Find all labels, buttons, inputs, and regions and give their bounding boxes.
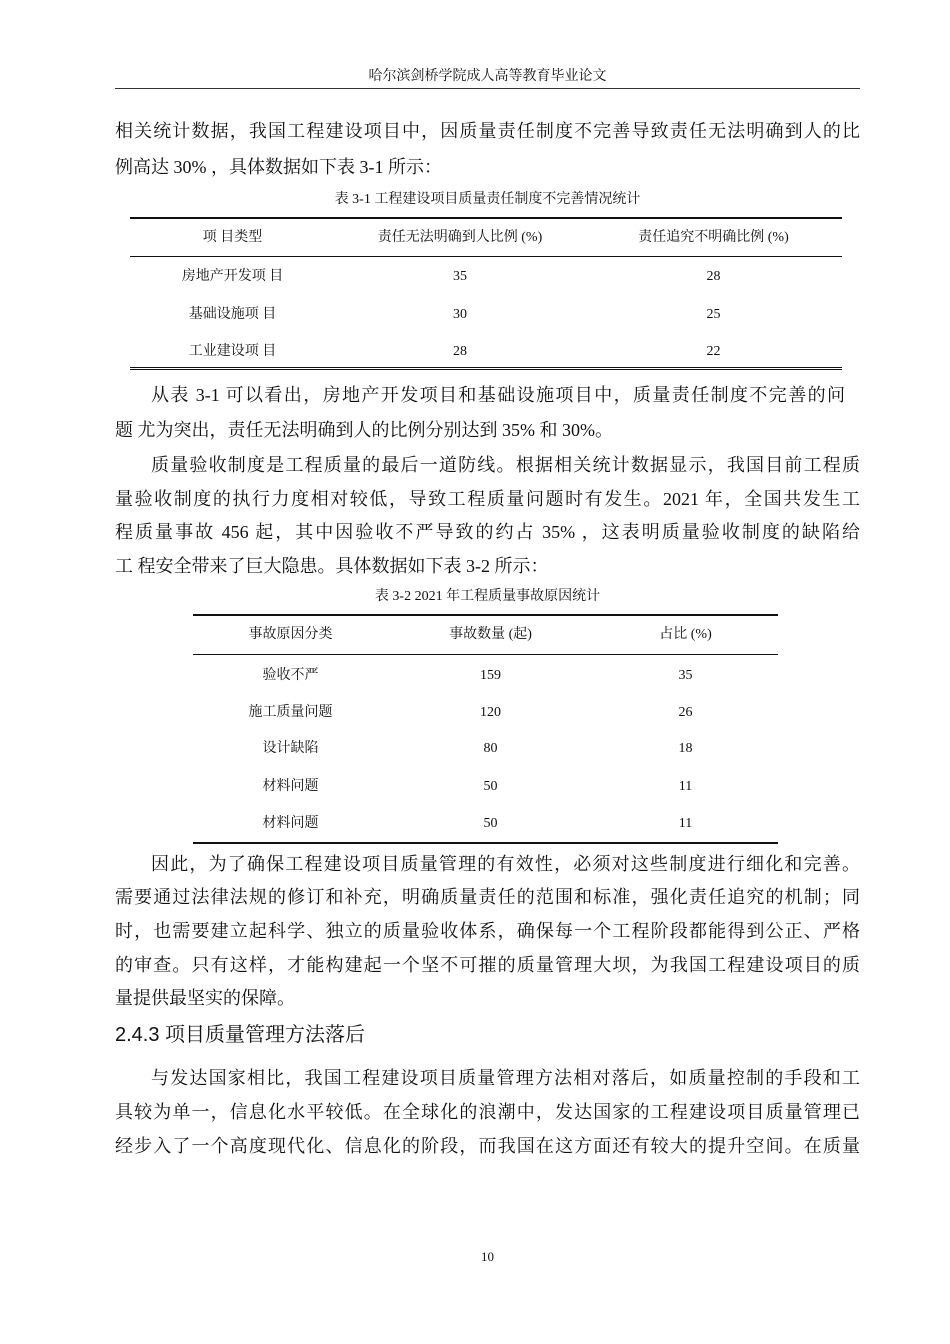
table-header-rule [193,654,778,655]
table-cell: 材料问题 [262,816,319,831]
paragraph-line: 需要通过法律法规的修订和补充，明确质量责任的范围和标准，强化责任追究的机制；同 [115,887,860,907]
table-top-rule [130,217,842,219]
table-cell: 35 [678,668,693,683]
table-cell: 120 [480,705,501,720]
table-cell: 28 [453,344,467,359]
table-header-cell: 事故数量 (起) [449,627,532,642]
paragraph-line: 量提供最坚实的保障。 [115,988,295,1008]
table-header-cell: 责任追究不明确比例 (%) [638,230,789,245]
table-cell: 基础设施项 目 [188,307,277,322]
table-cell: 30 [453,307,467,322]
table-cell: 设计缺陷 [262,741,319,756]
page-number: 10 [481,1249,494,1264]
table-cell: 18 [678,741,693,756]
table-cell: 50 [483,816,498,831]
table-cell: 35 [453,269,467,284]
table-cell: 施工质量问题 [248,705,333,720]
table-cell: 房地产开发项 目 [181,269,284,284]
table-cell: 11 [678,779,693,794]
table-cell: 28 [706,269,721,284]
paragraph-line: 题 尤为突出，责任无法明确到人的比例分别达到 35% 和 30%。 [115,420,613,440]
paragraph-line: 经步入了一个高度现代化、信息化的阶段，而我国在这方面还有较大的提升空间。在质量 [115,1136,860,1156]
paragraph-line: 相关统计数据，我国工程建设项目中，因质量责任制度不完善导致责任无法明确到人的比 [115,121,860,141]
paragraph-line: 从表 3-1 可以看出，房地产开发项目和基础设施项目中，质量责任制度不完善的问 [151,385,845,405]
paragraph-line: 例高达 30% ，具体数据如下表 3-1 所示： [115,157,442,177]
table-cell: 22 [706,344,721,359]
table-cell: 159 [480,668,501,683]
paragraph-line: 程质量事故 456 起，其中因验收不严导致的约占 35% ，这表明质量验收制度的缺陷给 [115,522,860,542]
table-cell: 验收不严 [262,668,319,683]
table-bottom-rule [130,367,842,370]
table1-caption: 表 3-1 工程建设项目质量责任制度不完善情况统计 [334,192,641,207]
table-cell: 25 [706,307,721,322]
table-cell: 26 [678,705,693,720]
table-header-cell: 占比 (%) [659,627,712,642]
table2-caption: 表 3-2 2021 年工程质量事故原因统计 [374,589,601,604]
running-header: 哈尔滨剑桥学院成人高等教育毕业论文 [368,69,607,84]
paragraph-line: 与发达国家相比，我国工程建设项目质量管理方法相对落后，如质量控制的手段和工 [151,1068,860,1088]
table-cell: 11 [678,816,693,831]
header-rule [115,88,860,89]
table-cell: 材料问题 [262,779,319,794]
table-cell: 80 [483,741,498,756]
table-cell: 50 [483,779,498,794]
paragraph-line: 具较为单一，信息化水平较低。在全球化的浪潮中，发达国家的工程建设项目质量管理已 [115,1102,860,1122]
paragraph-line: 工 程安全带来了巨大隐患。具体数据如下表 3-2 所示： [115,556,549,576]
table-header-cell: 责任无法明确到人比例 (%) [377,230,543,245]
table-header-cell: 事故原因分类 [248,627,333,642]
table-header-cell: 项 目类型 [202,230,263,245]
paragraph-line: 量验收制度的执行力度相对较低，导致工程质量问题时有发生。2021 年，全国共发生工 [115,489,860,509]
section-heading: 2.4.3 项目质量管理方法落后 [115,1024,366,1046]
table-header-rule [130,256,842,257]
paragraph-line: 质量验收制度是工程质量的最后一道防线。根据相关统计数据显示，我国目前工程质 [151,455,860,475]
paragraph-line: 时，也需要建立起科学、独立的质量验收体系，确保每一个工程阶段都能得到公正、严格 [115,921,860,941]
table-cell: 工业建设项 目 [188,344,277,359]
paragraph-line: 因此，为了确保工程建设项目质量管理的有效性，必须对这些制度进行细化和完善。 [151,854,860,874]
table-bottom-rule [193,842,778,844]
table-top-rule [193,614,778,616]
paragraph-line: 的审查。只有这样，才能构建起一个坚不可摧的质量管理大坝，为我国工程建设项目的质 [115,955,860,975]
